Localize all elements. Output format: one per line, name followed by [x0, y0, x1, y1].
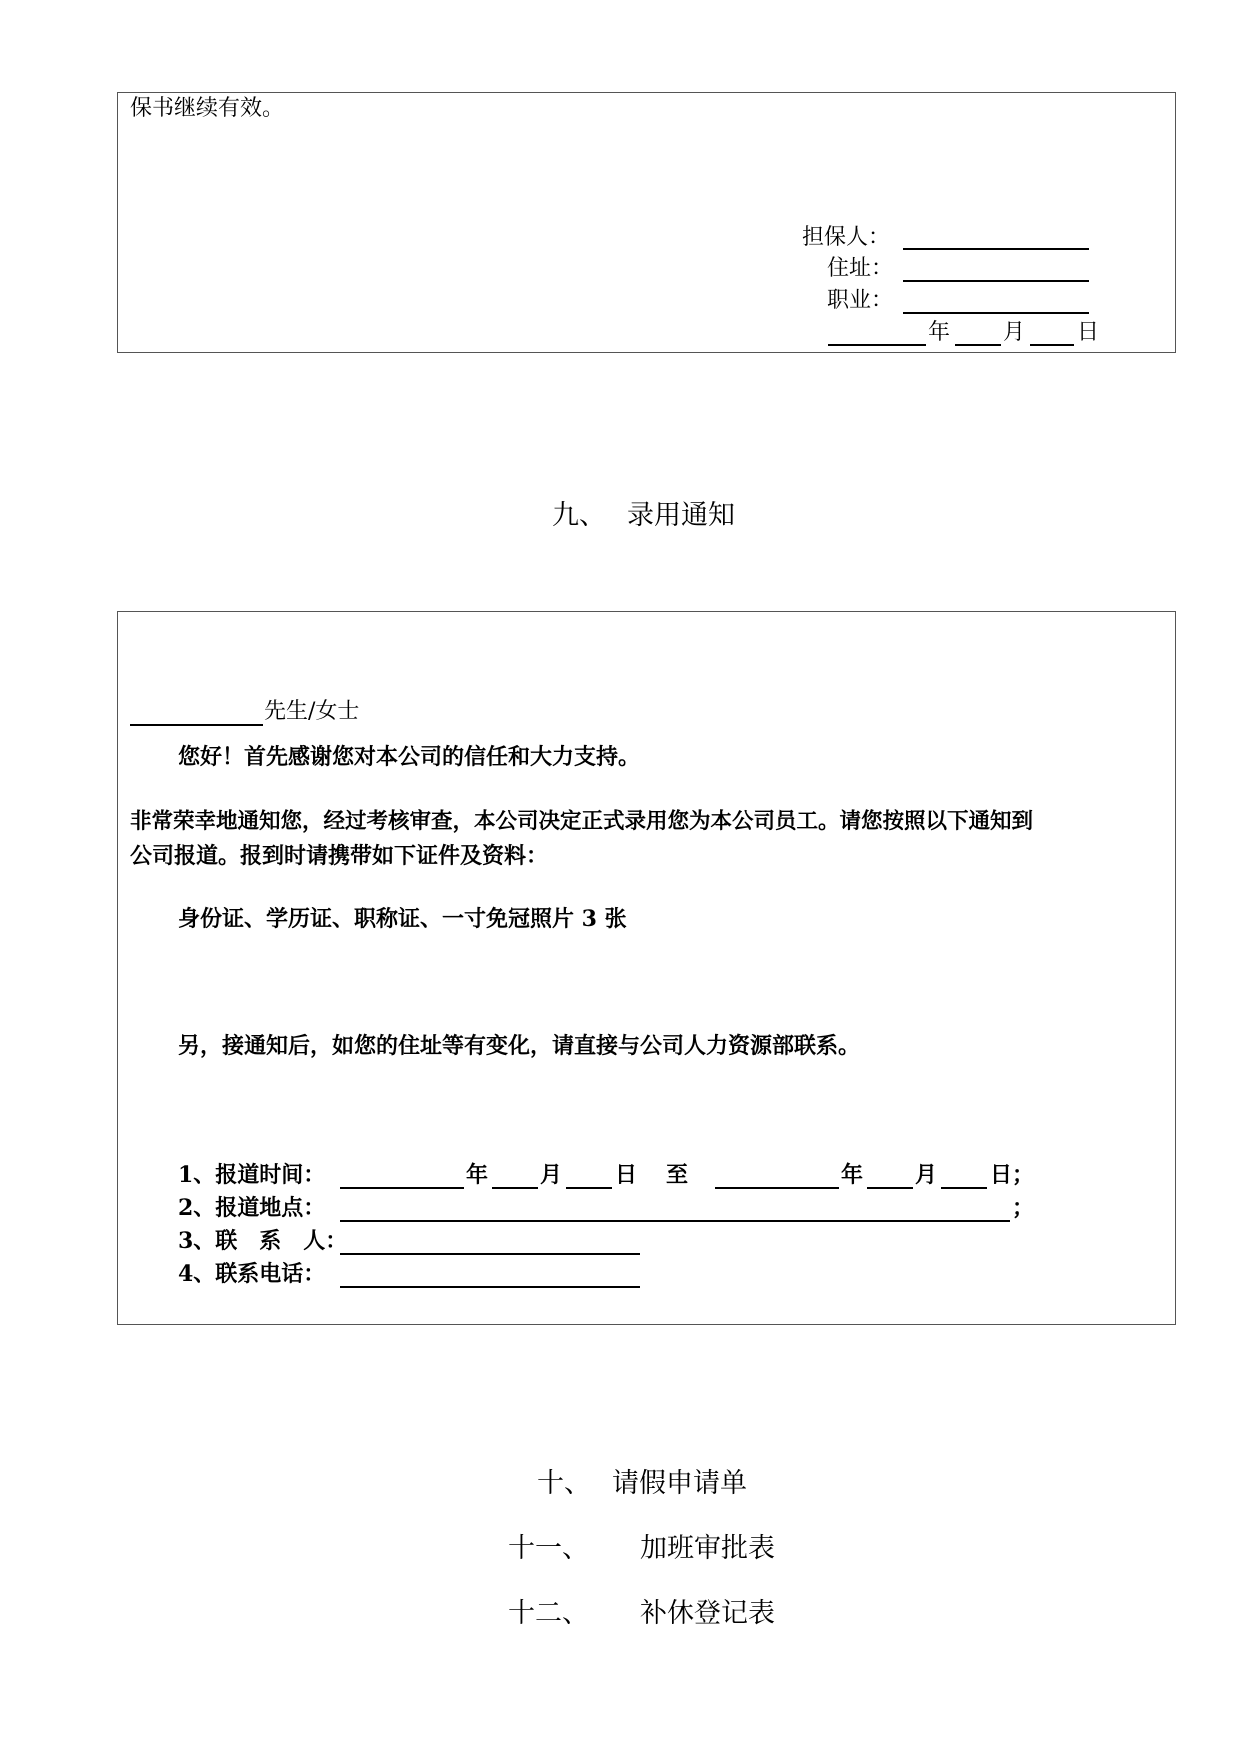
section12-number: 十二、 — [508, 1598, 589, 1629]
required-documents: 身份证、学历证、职称证、一寸免冠照片 3 张 — [178, 906, 627, 932]
address-label: 住址： — [827, 256, 894, 281]
report-start-year: 年 — [466, 1162, 489, 1188]
greeting: 您好！首先感谢您对本公司的信任和大力支持。 — [178, 744, 641, 770]
guarantee-month-line — [955, 344, 1001, 346]
occupation-line — [903, 312, 1089, 314]
contact-person-label: 3、联 系 人： — [178, 1228, 348, 1254]
report-end-year: 年 — [841, 1162, 864, 1188]
section10-number: 十、 — [537, 1468, 591, 1499]
contact-phone-line — [340, 1286, 640, 1288]
contact-phone-label: 4、联系电话： — [178, 1261, 326, 1287]
guarantee-continuation-text: 保书继续有效。 — [130, 96, 285, 121]
report-location-end: ； — [1012, 1195, 1035, 1221]
guarantee-day-line — [1030, 344, 1074, 346]
guarantor-label: 担保人： — [802, 225, 891, 250]
section9-number: 九、 — [552, 500, 606, 531]
notice-body-line1: 非常荣幸地通知您，经过考核审查，本公司决定正式录用您为本公司员工。请您按照以下通知到 — [130, 809, 1034, 834]
guarantor-line — [903, 248, 1089, 250]
report-end-day: 日； — [990, 1162, 1035, 1188]
report-start-day: 日 — [615, 1162, 638, 1188]
address-line — [903, 280, 1089, 282]
report-start-month: 月 — [540, 1162, 563, 1188]
report-time-label: 1、报道时间： — [178, 1162, 326, 1188]
section9-title: 录用通知 — [627, 500, 735, 531]
guarantee-month-label: 月 — [1003, 320, 1026, 345]
report-end-month: 月 — [915, 1162, 938, 1188]
report-start-day-line — [566, 1187, 612, 1189]
report-location-label: 2、报道地点： — [178, 1195, 326, 1221]
section10-title: 请假申请单 — [612, 1468, 747, 1499]
notice-body-line2: 公司报道。报到时请携带如下证件及资料： — [130, 843, 549, 869]
recipient-name-line — [130, 724, 263, 726]
guarantee-year-line — [828, 344, 926, 346]
contact-note: 另，接通知后，如您的住址等有变化，请直接与公司人力资源部联系。 — [178, 1033, 861, 1059]
report-end-day-line — [941, 1187, 987, 1189]
section11-number: 十一、 — [508, 1533, 589, 1564]
report-end-month-line — [867, 1187, 913, 1189]
report-start-year-line — [340, 1187, 464, 1189]
section12-title: 补休登记表 — [640, 1598, 775, 1629]
guarantee-year-label: 年 — [928, 320, 951, 345]
report-start-month-line — [492, 1187, 538, 1189]
salutation: 先生/女士 — [264, 699, 360, 724]
report-to: 至 — [666, 1162, 689, 1188]
report-end-year-line — [715, 1187, 839, 1189]
section11-title: 加班审批表 — [640, 1533, 775, 1564]
guarantee-day-label: 日 — [1077, 320, 1100, 345]
occupation-label: 职业： — [827, 288, 894, 313]
contact-person-line — [340, 1253, 640, 1255]
report-location-line — [340, 1220, 1010, 1222]
